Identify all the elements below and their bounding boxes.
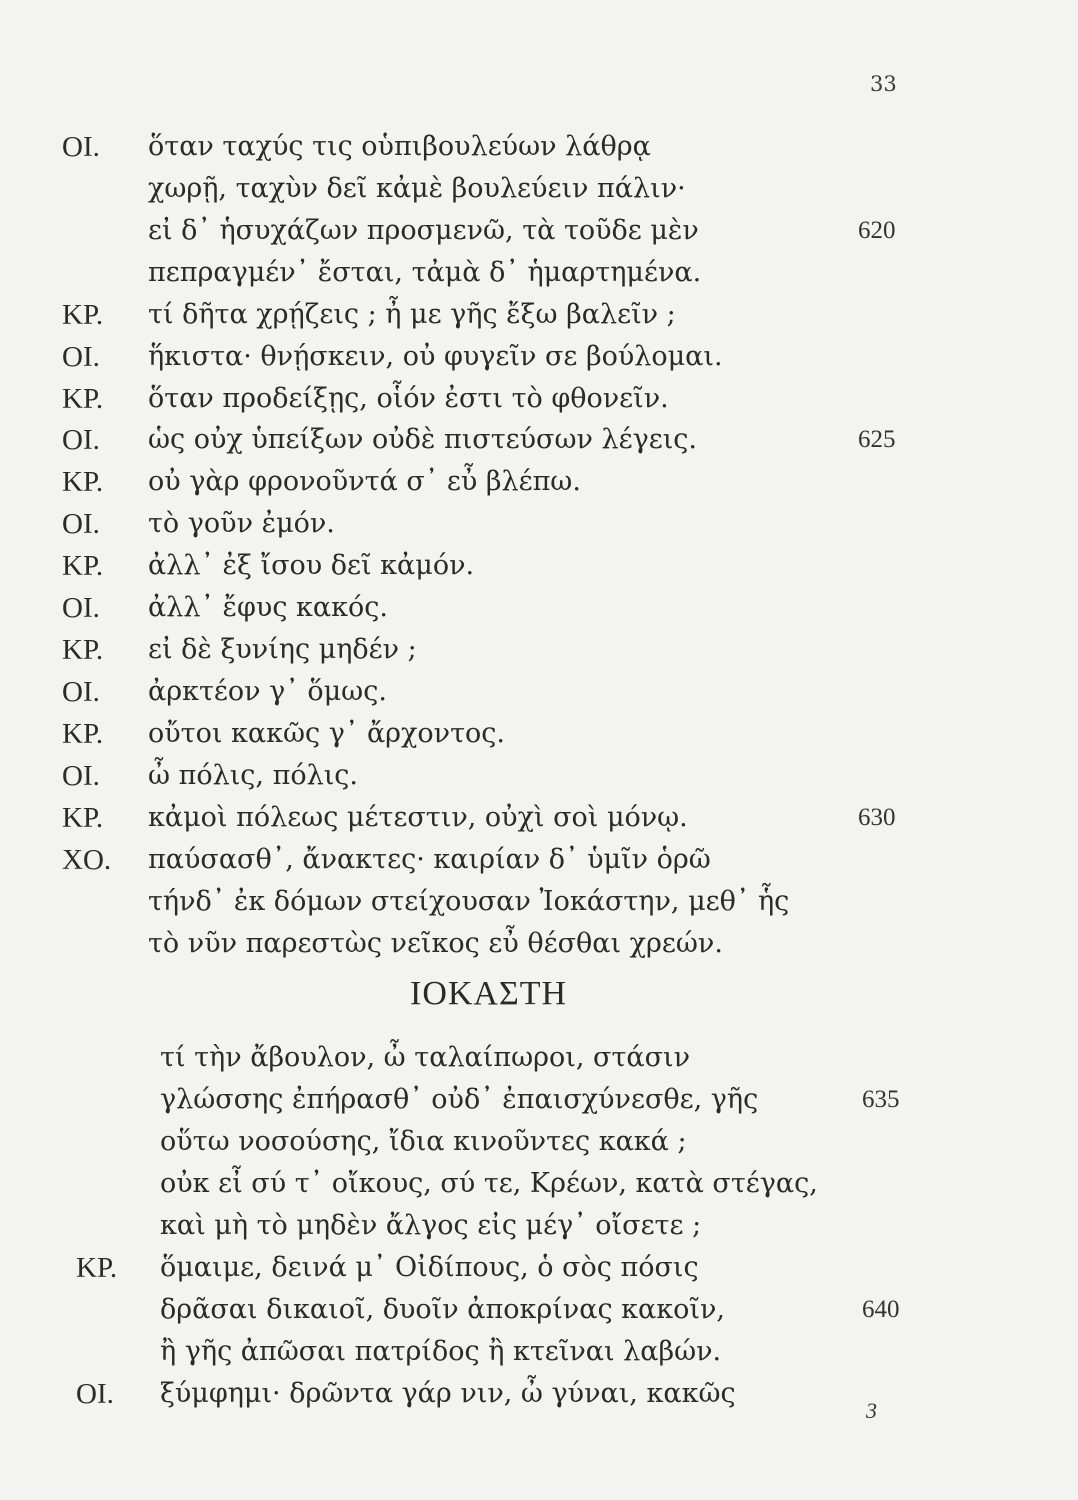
- speaker-label: ΚΡ.: [62, 466, 104, 498]
- section-heading-iokaste: ΙΟΚΑΣΤΗ: [410, 975, 568, 1012]
- verse-text: οὔτοι κακῶς γ᾽ ἄρχοντος.: [148, 718, 505, 749]
- speaker-label: ΧΟ.: [62, 844, 112, 876]
- verse-text: ὅμαιμε, δεινά μ᾽ Οἰδίπους, ὁ σὸς πόσις: [160, 1252, 699, 1283]
- line-number: 620: [858, 217, 896, 244]
- printer-signature-mark: 3: [866, 1398, 877, 1423]
- speaker-label: ΚΡ.: [76, 1252, 118, 1284]
- verse-line: [0, 1333, 1078, 1371]
- verse-line: [0, 338, 1078, 376]
- verse-text: εἰ δ᾽ ἡσυχάζων προσμενῶ, τὰ τοῦδε μὲν: [148, 215, 699, 246]
- speaker-label: ΚΡ.: [62, 550, 104, 582]
- speaker-label: ΟΙ.: [62, 341, 100, 373]
- speaker-label: ΚΡ.: [62, 718, 104, 750]
- verse-text: καὶ μὴ τὸ μηδὲν ἄλγος εἰς μέγ᾽ οἴσετε ;: [160, 1210, 702, 1241]
- verse-line: [0, 463, 1078, 501]
- verse-text: τί τὴν ἄβουλον, ὦ ταλαίπωροι, στάσιν: [160, 1042, 691, 1073]
- speaker-label: ΟΙ.: [76, 1378, 114, 1410]
- verse-line: [0, 1081, 1078, 1119]
- verse-line: [0, 589, 1078, 627]
- verse-line: [0, 170, 1078, 208]
- verse-text: γλώσσης ἐπήρασθ᾽ οὐδ᾽ ἐπαισχύνεσθε, γῆς: [160, 1084, 759, 1115]
- verse-line: [0, 673, 1078, 711]
- verse-text: ὅταν προδείξῃς, οἷόν ἐστι τὸ φθονεῖν.: [148, 383, 669, 414]
- verse-text: κἀμοὶ πόλεως μέτεστιν, οὐχὶ σοὶ μόνῳ.: [148, 802, 688, 833]
- verse-line: [0, 128, 1078, 166]
- speaker-label: ΚΡ.: [62, 299, 104, 331]
- verse-text: τὸ νῦν παρεστὼς νεῖκος εὖ θέσθαι χρεών.: [148, 928, 723, 959]
- verse-line: [0, 1375, 1078, 1413]
- verse-line: [0, 380, 1078, 418]
- verse-text: ξύμφημι· δρῶντα γάρ νιν, ὦ γύναι, κακῶς: [160, 1378, 736, 1409]
- verse-text: ἥκιστα· θνῄσκειν, οὐ φυγεῖν σε βούλομαι.: [148, 341, 723, 372]
- verse-text: οὐκ εἶ σύ τ᾽ οἴκους, σύ τε, Κρέων, κατὰ στέγας,: [160, 1168, 818, 1199]
- verse-line: [0, 841, 1078, 879]
- speaker-label: ΚΡ.: [62, 634, 104, 666]
- verse-text: παύσασθ᾽, ἄνακτες· καιρίαν δ᾽ ὑμῖν ὁρῶ: [148, 844, 711, 875]
- verse-line: [0, 799, 1078, 837]
- verse-line: [0, 1291, 1078, 1329]
- verse-line: [0, 421, 1078, 459]
- verse-text: πεπραγμέν᾽ ἔσται, τἀμὰ δ᾽ ἡμαρτημένα.: [148, 257, 702, 288]
- verse-line: [0, 505, 1078, 543]
- page-number: 33: [870, 72, 897, 96]
- verse-text: δρᾶσαι δικαιοῖ, δυοῖν ἀποκρίνας κακοῖν,: [160, 1294, 725, 1325]
- verse-line: [0, 212, 1078, 250]
- verse-line: [0, 1249, 1078, 1287]
- verse-line: [0, 547, 1078, 585]
- line-number: 635: [862, 1086, 900, 1113]
- verse-line: [0, 925, 1078, 963]
- verse-text: ὅταν ταχύς τις οὑπιβουλεύων λάθρᾳ: [148, 131, 651, 162]
- verse-line: [0, 715, 1078, 753]
- speaker-label: ΟΙ.: [62, 424, 100, 456]
- line-number: 630: [858, 804, 896, 831]
- line-number: 640: [862, 1296, 900, 1323]
- verse-line: [0, 757, 1078, 795]
- verse-text: εἰ δὲ ξυνίης μηδέν ;: [148, 634, 417, 665]
- verse-text: τί δῆτα χρῄζεις ; ἦ με γῆς ἔξω βαλεῖν ;: [148, 299, 676, 330]
- verse-line: [0, 1039, 1078, 1077]
- speaker-label: ΟΙ.: [62, 508, 100, 540]
- verse-line: [0, 254, 1078, 292]
- verse-text: ὡς οὐχ ὑπείξων οὐδὲ πιστεύσων λέγεις.: [148, 424, 698, 455]
- speaker-label: ΚΡ.: [62, 383, 104, 415]
- verse-line: [0, 1123, 1078, 1161]
- speaker-label: ΚΡ.: [62, 802, 104, 834]
- speaker-label: ΟΙ.: [62, 676, 100, 708]
- verse-text: ὦ πόλις, πόλις.: [148, 760, 358, 791]
- verse-line: [0, 1165, 1078, 1203]
- verse-line: [0, 631, 1078, 669]
- speaker-label: ΟΙ.: [62, 760, 100, 792]
- verse-line: [0, 1207, 1078, 1245]
- verse-text: ἢ γῆς ἀπῶσαι πατρίδος ἢ κτεῖναι λαβών.: [160, 1336, 722, 1367]
- verse-text: ἀρκτέον γ᾽ ὅμως.: [148, 676, 387, 707]
- verse-line: [0, 883, 1078, 921]
- verse-text: χωρῇ, ταχὺν δεῖ κἀμὲ βουλεύειν πάλιν·: [148, 173, 686, 204]
- verse-line: [0, 296, 1078, 334]
- verse-text: τήνδ᾽ ἐκ δόμων στείχουσαν Ἰοκάστην, μεθ᾽ ἧς: [148, 886, 790, 917]
- verse-text: τὸ γοῦν ἐμόν.: [148, 508, 335, 539]
- speaker-label: ΟΙ.: [62, 592, 100, 624]
- verse-text: ἀλλ᾽ ἐξ ἴσου δεῖ κἀμόν.: [148, 550, 475, 581]
- verse-text: οὕτω νοσούσης, ἴδια κινοῦντες κακά ;: [160, 1126, 687, 1157]
- verse-text: οὐ γὰρ φρονοῦντά σ᾽ εὖ βλέπω.: [148, 466, 581, 497]
- verse-text: ἀλλ᾽ ἔφυς κακός.: [148, 592, 388, 623]
- line-number: 625: [858, 426, 896, 453]
- speaker-label: ΟΙ.: [62, 131, 100, 163]
